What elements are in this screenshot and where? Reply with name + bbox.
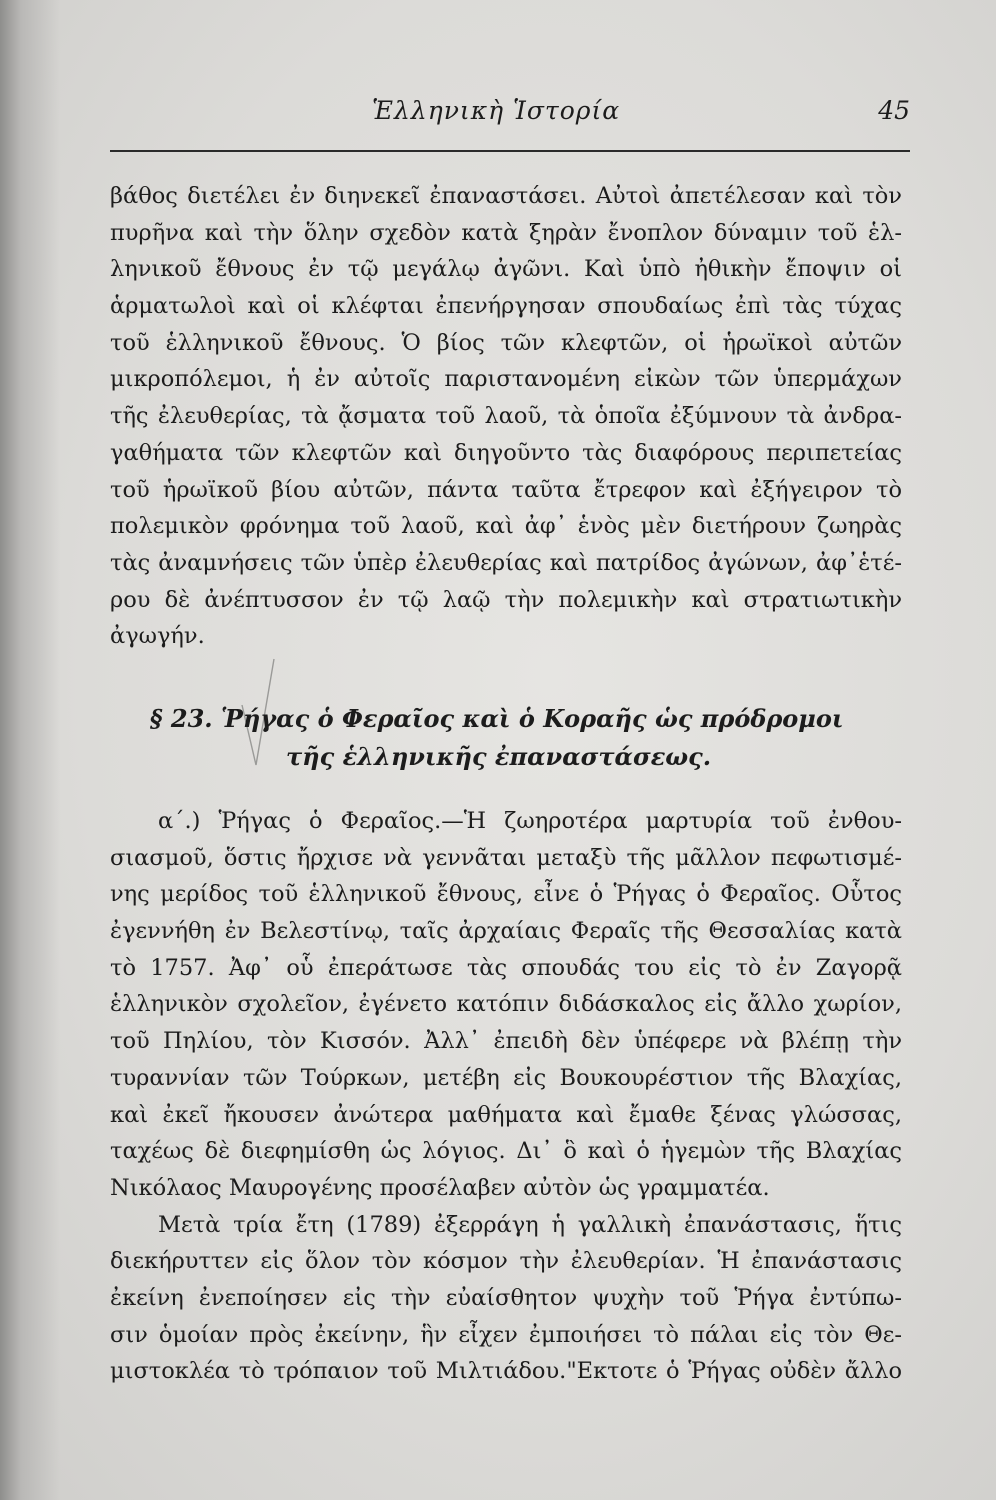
text-line: γαθήματα τῶν κλεφτῶν καὶ διηγοῦντο τὰς διαφόρους περιπετείας — [110, 439, 902, 466]
text-line: σιασμοῦ, ὅστις ἤρχισε νὰ γεννᾶται μεταξὺ τῆς μᾶλλον πεφωτισμέ- — [110, 844, 902, 871]
text-line: διεκήρυττεν εἰς ὅλον τὸν κόσμον τὴν ἐλευθερίαν. Ἡ ἐπανάστασις — [110, 1248, 902, 1275]
text-line: τὸ 1757. Ἀφ᾽ οὗ ἐπεράτωσε τὰς σπουδάς του εἰς τὸ ἐν Ζαγορᾷ — [110, 954, 902, 981]
text-line: Νικόλαος Μαυρογένης προσέλαβεν αὐτὸν ὡς γραμματέα. — [110, 1174, 770, 1201]
section-heading — [110, 700, 902, 776]
paragraph-1 — [110, 178, 902, 655]
header-rule — [110, 150, 910, 152]
text-line: α΄.) Ῥήγας ὁ Φεραῖος.—Ἡ ζωηροτέρα μαρτυρία τοῦ ἐνθου- — [158, 808, 902, 834]
text-line: μικροπόλεμοι, ἡ ἐν αὐτοῖς παριστανομένη εἰκὼν τῶν ὑπερμάχων — [110, 366, 902, 393]
text-line: ἀγωγήν. — [110, 623, 205, 650]
text-line: ληνικοῦ ἔθνους ἐν τῷ μεγάλῳ ἀγῶνι. Καὶ ὑπὸ ἠθικὴν ἔποψιν οἱ — [110, 256, 902, 283]
text-line: τῆς ἐλευθερίας, τὰ ᾄσματα τοῦ λαοῦ, τὰ ὁποῖα ἐξύμνουν τὰ ἀνδρα- — [110, 403, 902, 430]
binding-shadow — [0, 0, 60, 1500]
text-line: πολεμικὸν φρόνημα τοῦ λαοῦ, καὶ ἀφ᾽ ἑνὸς μὲν διετήρουν ζωηρὰς — [110, 513, 902, 540]
text-line: βάθος διετέλει ἐν διηνεκεῖ ἐπαναστάσει. Αὐτοὶ ἀπετέλεσαν καὶ τὸν — [110, 183, 902, 209]
section-body — [110, 803, 902, 1390]
section-heading-line-1: § 23. Ῥήγας ὁ Φεραῖος καὶ ὁ Κοραῆς ὡς πρόδρομοι — [150, 704, 844, 733]
text-line: τυραννίαν τῶν Τούρκων, μετέβη εἰς Βουκουρέστιον τῆς Βλαχίας, — [110, 1064, 902, 1091]
text-line: τὰς ἀναμνήσεις τῶν ὑπὲρ ἐλευθερίας καὶ πατρίδος ἀγώνων, ἀφ᾽ἑτέ- — [110, 549, 902, 576]
text-line: τοῦ ἡρωϊκοῦ βίου αὐτῶν, πάντα ταῦτα ἔτρεφον καὶ ἐξήγειρον τὸ — [110, 476, 902, 503]
text-line: ταχέως δὲ διεφημίσθη ὡς λόγιος. Δι᾽ ὃ καὶ ὁ ἡγεμὼν τῆς Βλαχίας — [110, 1138, 902, 1165]
text-line: καὶ ἐκεῖ ἤκουσεν ἀνώτερα μαθήματα καὶ ἔμαθε ξένας γλώσσας, — [110, 1101, 902, 1128]
running-title: Ἑλληνικὴ Ἱστορία — [372, 96, 621, 125]
text-line: ρου δὲ ἀνέπτυσσον ἐν τῷ λαῷ τὴν πολεμικὴν καὶ στρατιωτικὴν — [110, 586, 902, 613]
text-line: ἑλληνικὸν σχολεῖον, ἐγένετο κατόπιν διδάσκαλος εἰς ἄλλο χωρίον, — [110, 991, 902, 1018]
text-line: ἐγεννήθη ἐν Βελεστίνῳ, ταῖς ἀρχαίαις Φεραῖς τῆς Θεσσαλίας κατὰ — [110, 918, 902, 945]
text-line: ἁρματωλοὶ καὶ οἱ κλέφται ἐπενήργησαν σπουδαίως ἐπὶ τὰς τύχας — [110, 293, 902, 320]
running-head — [110, 96, 910, 136]
text-line: σιν ὁμοίαν πρὸς ἐκείνην, ἣν εἶχεν ἐμποιήσει τὸ πάλαι εἰς τὸν Θε- — [110, 1321, 902, 1348]
text-line: ἐκείνη ἐνεποίησεν εἰς τὴν εὐαίσθητον ψυχὴν τοῦ Ῥήγα ἐντύπω- — [110, 1284, 902, 1311]
text-line: τοῦ Πηλίου, τὸν Κισσόν. Ἀλλ᾽ ἐπειδὴ δὲν ὑπέφερε νὰ βλέπῃ τὴν — [110, 1028, 902, 1055]
text-line: μιστοκλέα τὸ τρόπαιον τοῦ Μιλτιάδου."Εκτοτε ὁ Ῥήγας οὐδὲν ἄλλο — [110, 1358, 902, 1385]
section-heading-line-2: τῆς ἑλληνικῆς ἐπαναστάσεως. — [286, 742, 712, 771]
text-line: τοῦ ἑλληνικοῦ ἔθνους. Ὁ βίος τῶν κλεφτῶν, οἱ ἡρωϊκοὶ αὐτῶν — [110, 329, 902, 356]
text-line: πυρῆνα καὶ τὴν ὅλην σχεδὸν κατὰ ξηρὰν ἔνοπλον δύναμιν τοῦ ἑλ- — [110, 219, 902, 246]
page-number: 45 — [878, 96, 910, 125]
text-line: Μετὰ τρία ἔτη (1789) ἐξερράγη ἡ γαλλικὴ ἐπανάστασις, ἥτις — [158, 1211, 902, 1238]
text-line: νης μερίδος τοῦ ἑλληνικοῦ ἔθνους, εἶνε ὁ Ῥήγας ὁ Φεραῖος. Οὗτος — [110, 881, 902, 908]
